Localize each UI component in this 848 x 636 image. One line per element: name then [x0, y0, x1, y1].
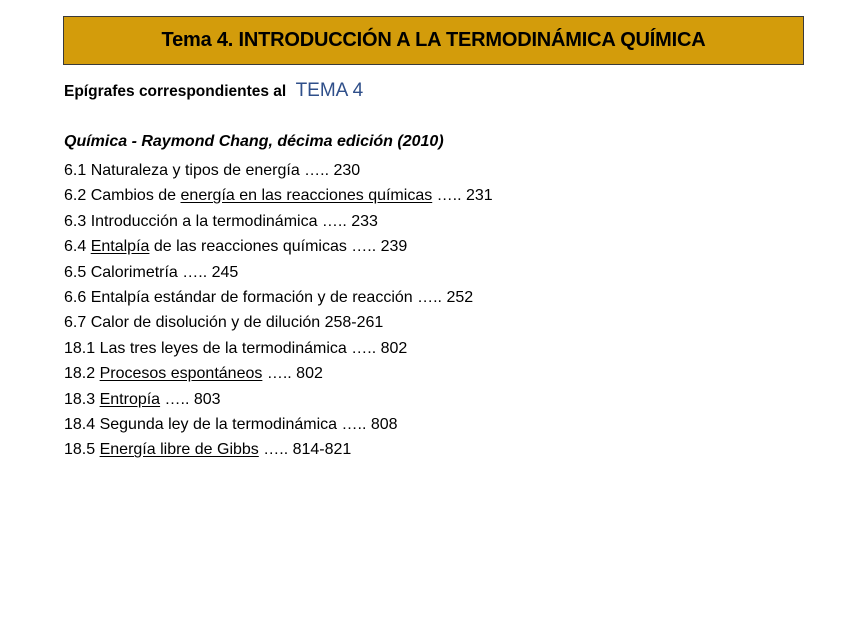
toc-underlined: Entalpía [90, 238, 150, 256]
toc-pages: 258-261 [324, 314, 384, 332]
toc-underlined: Entropía [99, 390, 161, 408]
toc-number: 18.2 [64, 365, 96, 383]
toc-underlined: Energía libre de Gibbs [99, 441, 259, 459]
toc-item [64, 260, 493, 285]
title-banner [63, 16, 804, 65]
tema-tag: TEMA 4 [295, 80, 364, 101]
toc-item [64, 183, 493, 208]
toc-number: 6.1 [64, 162, 87, 179]
toc-pages: ….. 803 [164, 390, 221, 408]
toc-underlined: energía en las reacciones químicas [180, 187, 433, 205]
toc-item [64, 361, 493, 386]
book-reference: Química - Raymond Chang, décima edición (2010) [64, 133, 444, 150]
toc-item [64, 387, 493, 412]
toc-pages: ….. 814-821 [263, 441, 352, 459]
toc-list [64, 158, 493, 463]
toc-text: Cambios de [86, 187, 181, 205]
toc-text-after: de las reacciones químicas [149, 238, 352, 256]
toc-number: 6.4 [64, 238, 87, 256]
toc-number: 18.4 [64, 415, 96, 433]
toc-text: Calor de disolución y de dilución [86, 314, 325, 332]
toc-text: Las tres leyes de la termodinámica [95, 339, 352, 357]
toc-text: Introducción a la termodinámica [86, 212, 322, 230]
toc-text: Entalpía estándar de formación y de reacción [86, 288, 418, 306]
toc-item [64, 285, 493, 310]
toc-pages: ….. 233 [321, 212, 378, 230]
toc-pages: ….. 252 [417, 288, 474, 306]
toc-number: 6.2 [64, 187, 87, 205]
toc-number: 6.6 [64, 288, 87, 306]
toc-item [64, 336, 493, 361]
toc-item [64, 158, 493, 183]
subheading-prefix: Epígrafes correspondientes al [64, 83, 287, 100]
toc-pages: ….. 802 [351, 339, 408, 357]
toc-item [64, 310, 493, 335]
toc-item [64, 437, 493, 462]
toc-number: 18.1 [64, 339, 96, 357]
toc-text: Naturaleza y tipos de energía [86, 162, 305, 179]
slide-title: Tema 4. INTRODUCCIÓN A LA TERMODINÁMICA QUÍMICA [161, 29, 706, 51]
toc-pages: ….. 802 [266, 365, 323, 383]
toc-number: 6.7 [64, 314, 87, 332]
toc-text: Segunda ley de la termodinámica [95, 415, 342, 433]
subheading [64, 80, 363, 102]
toc-pages: ….. 245 [182, 263, 239, 281]
toc-pages: ….. 230 [304, 162, 361, 179]
toc-underlined: Procesos espontáneos [99, 365, 263, 383]
toc-item [64, 412, 493, 437]
toc-item [64, 209, 493, 234]
toc-pages: ….. 808 [341, 415, 398, 433]
toc-text: Calorimetría [86, 263, 183, 281]
toc-pages: ….. 239 [351, 238, 408, 256]
toc-number: 18.5 [64, 441, 96, 459]
toc-number: 6.5 [64, 263, 87, 281]
toc-number: 6.3 [64, 212, 87, 230]
toc-pages: ….. 231 [436, 187, 493, 205]
toc-number: 18.3 [64, 390, 96, 408]
toc-item [64, 234, 493, 259]
